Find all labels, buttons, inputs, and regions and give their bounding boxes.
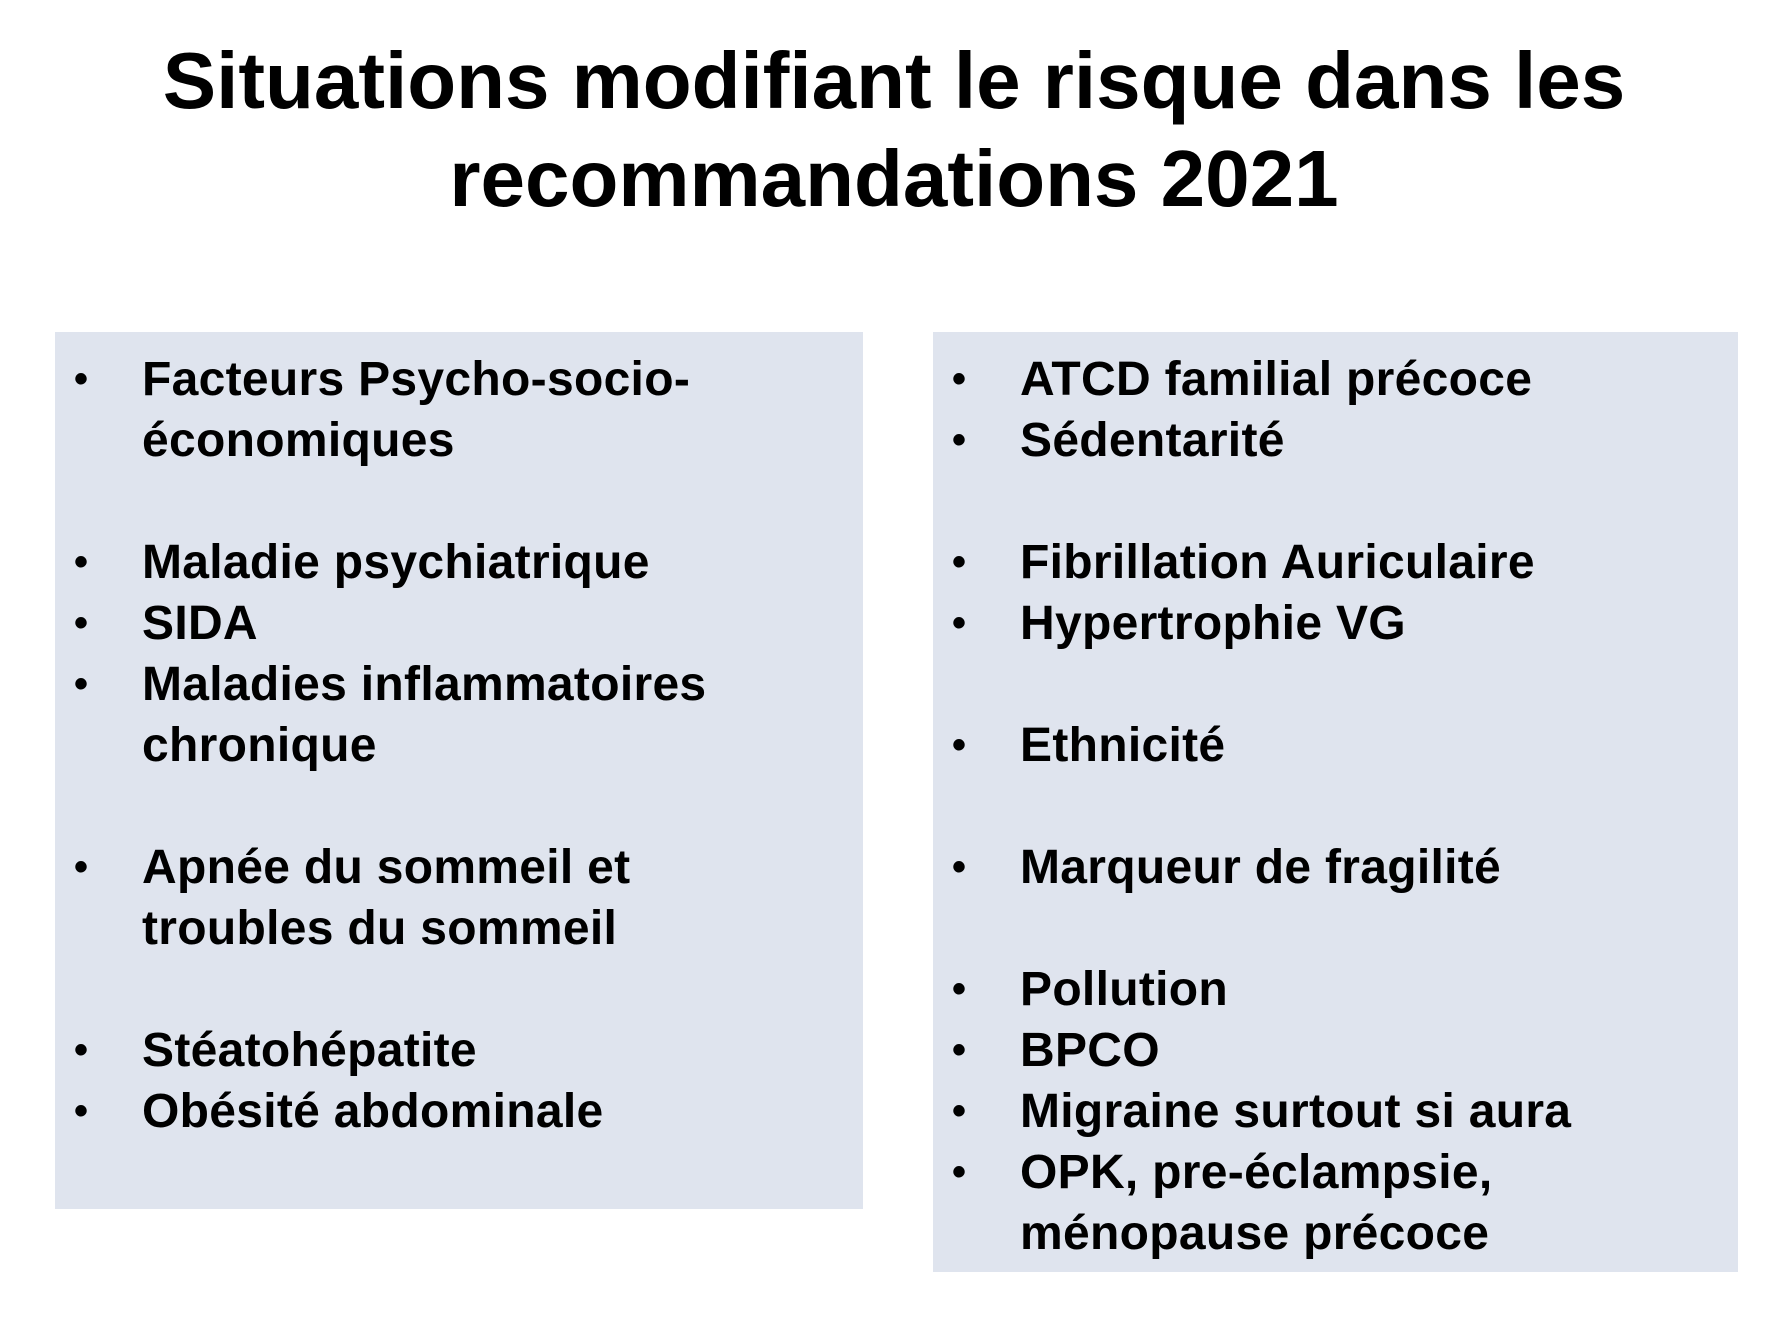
list-item-text: chronique — [142, 719, 377, 772]
list-item — [933, 410, 1738, 471]
list-item-text: troubles du sommeil — [142, 902, 618, 955]
slide-title-line-1: Situations modifiant le risque dans les — [162, 36, 1626, 125]
bullet-icon: • — [74, 662, 89, 706]
list-item-text: Ethnicité — [1020, 719, 1226, 772]
bullet-icon: • — [952, 601, 967, 645]
list-item — [55, 532, 863, 593]
list-item-text: ATCD familial précoce — [1020, 353, 1533, 406]
list-item — [933, 1020, 1738, 1081]
slide-title-line-2: recommandations 2021 — [449, 134, 1339, 223]
list-item-text: Fibrillation Auriculaire — [1020, 536, 1535, 589]
bullet-icon: • — [74, 540, 89, 584]
list-item-text: ménopause précoce — [1020, 1207, 1490, 1260]
list-item-text: Stéatohépatite — [142, 1024, 477, 1077]
left-risk-list — [55, 349, 863, 1142]
list-item-text: Pollution — [1020, 963, 1228, 1016]
bullet-icon: • — [952, 1089, 967, 1133]
list-item — [933, 593, 1738, 654]
list-item-text: Obésité abdominale — [142, 1085, 604, 1138]
list-item-text: Sédentarité — [1020, 414, 1285, 467]
list-item — [933, 1142, 1738, 1264]
bullet-icon: • — [74, 1089, 89, 1133]
left-risk-panel — [55, 332, 863, 1209]
list-item — [55, 349, 863, 471]
bullet-icon: • — [952, 1028, 967, 1072]
list-item — [933, 959, 1738, 1020]
bullet-icon: • — [952, 845, 967, 889]
bullet-icon: • — [952, 357, 967, 401]
bullet-icon: • — [74, 1028, 89, 1072]
bullet-icon: • — [952, 967, 967, 1011]
list-item-text: Marqueur de fragilité — [1020, 841, 1502, 894]
list-item — [55, 1081, 863, 1142]
list-item — [933, 1081, 1738, 1142]
list-item-text: Hypertrophie VG — [1020, 597, 1406, 650]
list-item — [55, 1020, 863, 1081]
bullet-icon: • — [952, 418, 967, 462]
bullet-icon: • — [74, 357, 89, 401]
right-risk-panel — [933, 332, 1738, 1272]
list-item-text: Migraine surtout si aura — [1020, 1085, 1572, 1138]
list-item-text: Maladie psychiatrique — [142, 536, 650, 589]
list-item-text: Maladies inflammatoires — [142, 658, 707, 711]
bullet-icon: • — [74, 845, 89, 889]
list-item-text: Apnée du sommeil et — [142, 841, 631, 894]
list-item-text: Facteurs Psycho-socio- — [142, 353, 691, 406]
list-item — [933, 532, 1738, 593]
list-item-text: économiques — [142, 414, 455, 467]
list-item-text: OPK, pre-éclampsie, — [1020, 1146, 1493, 1199]
list-item — [55, 593, 863, 654]
list-item-text: SIDA — [142, 597, 258, 650]
bullet-icon: • — [952, 1150, 967, 1194]
bullet-icon: • — [952, 723, 967, 767]
slide-title — [0, 32, 1788, 228]
list-item — [55, 837, 863, 959]
list-item-text: BPCO — [1020, 1024, 1160, 1077]
list-item — [55, 654, 863, 776]
list-item — [933, 715, 1738, 776]
bullet-icon: • — [952, 540, 967, 584]
right-risk-list — [933, 349, 1738, 1264]
list-item — [933, 349, 1738, 410]
bullet-icon: • — [74, 601, 89, 645]
list-item — [933, 837, 1738, 898]
